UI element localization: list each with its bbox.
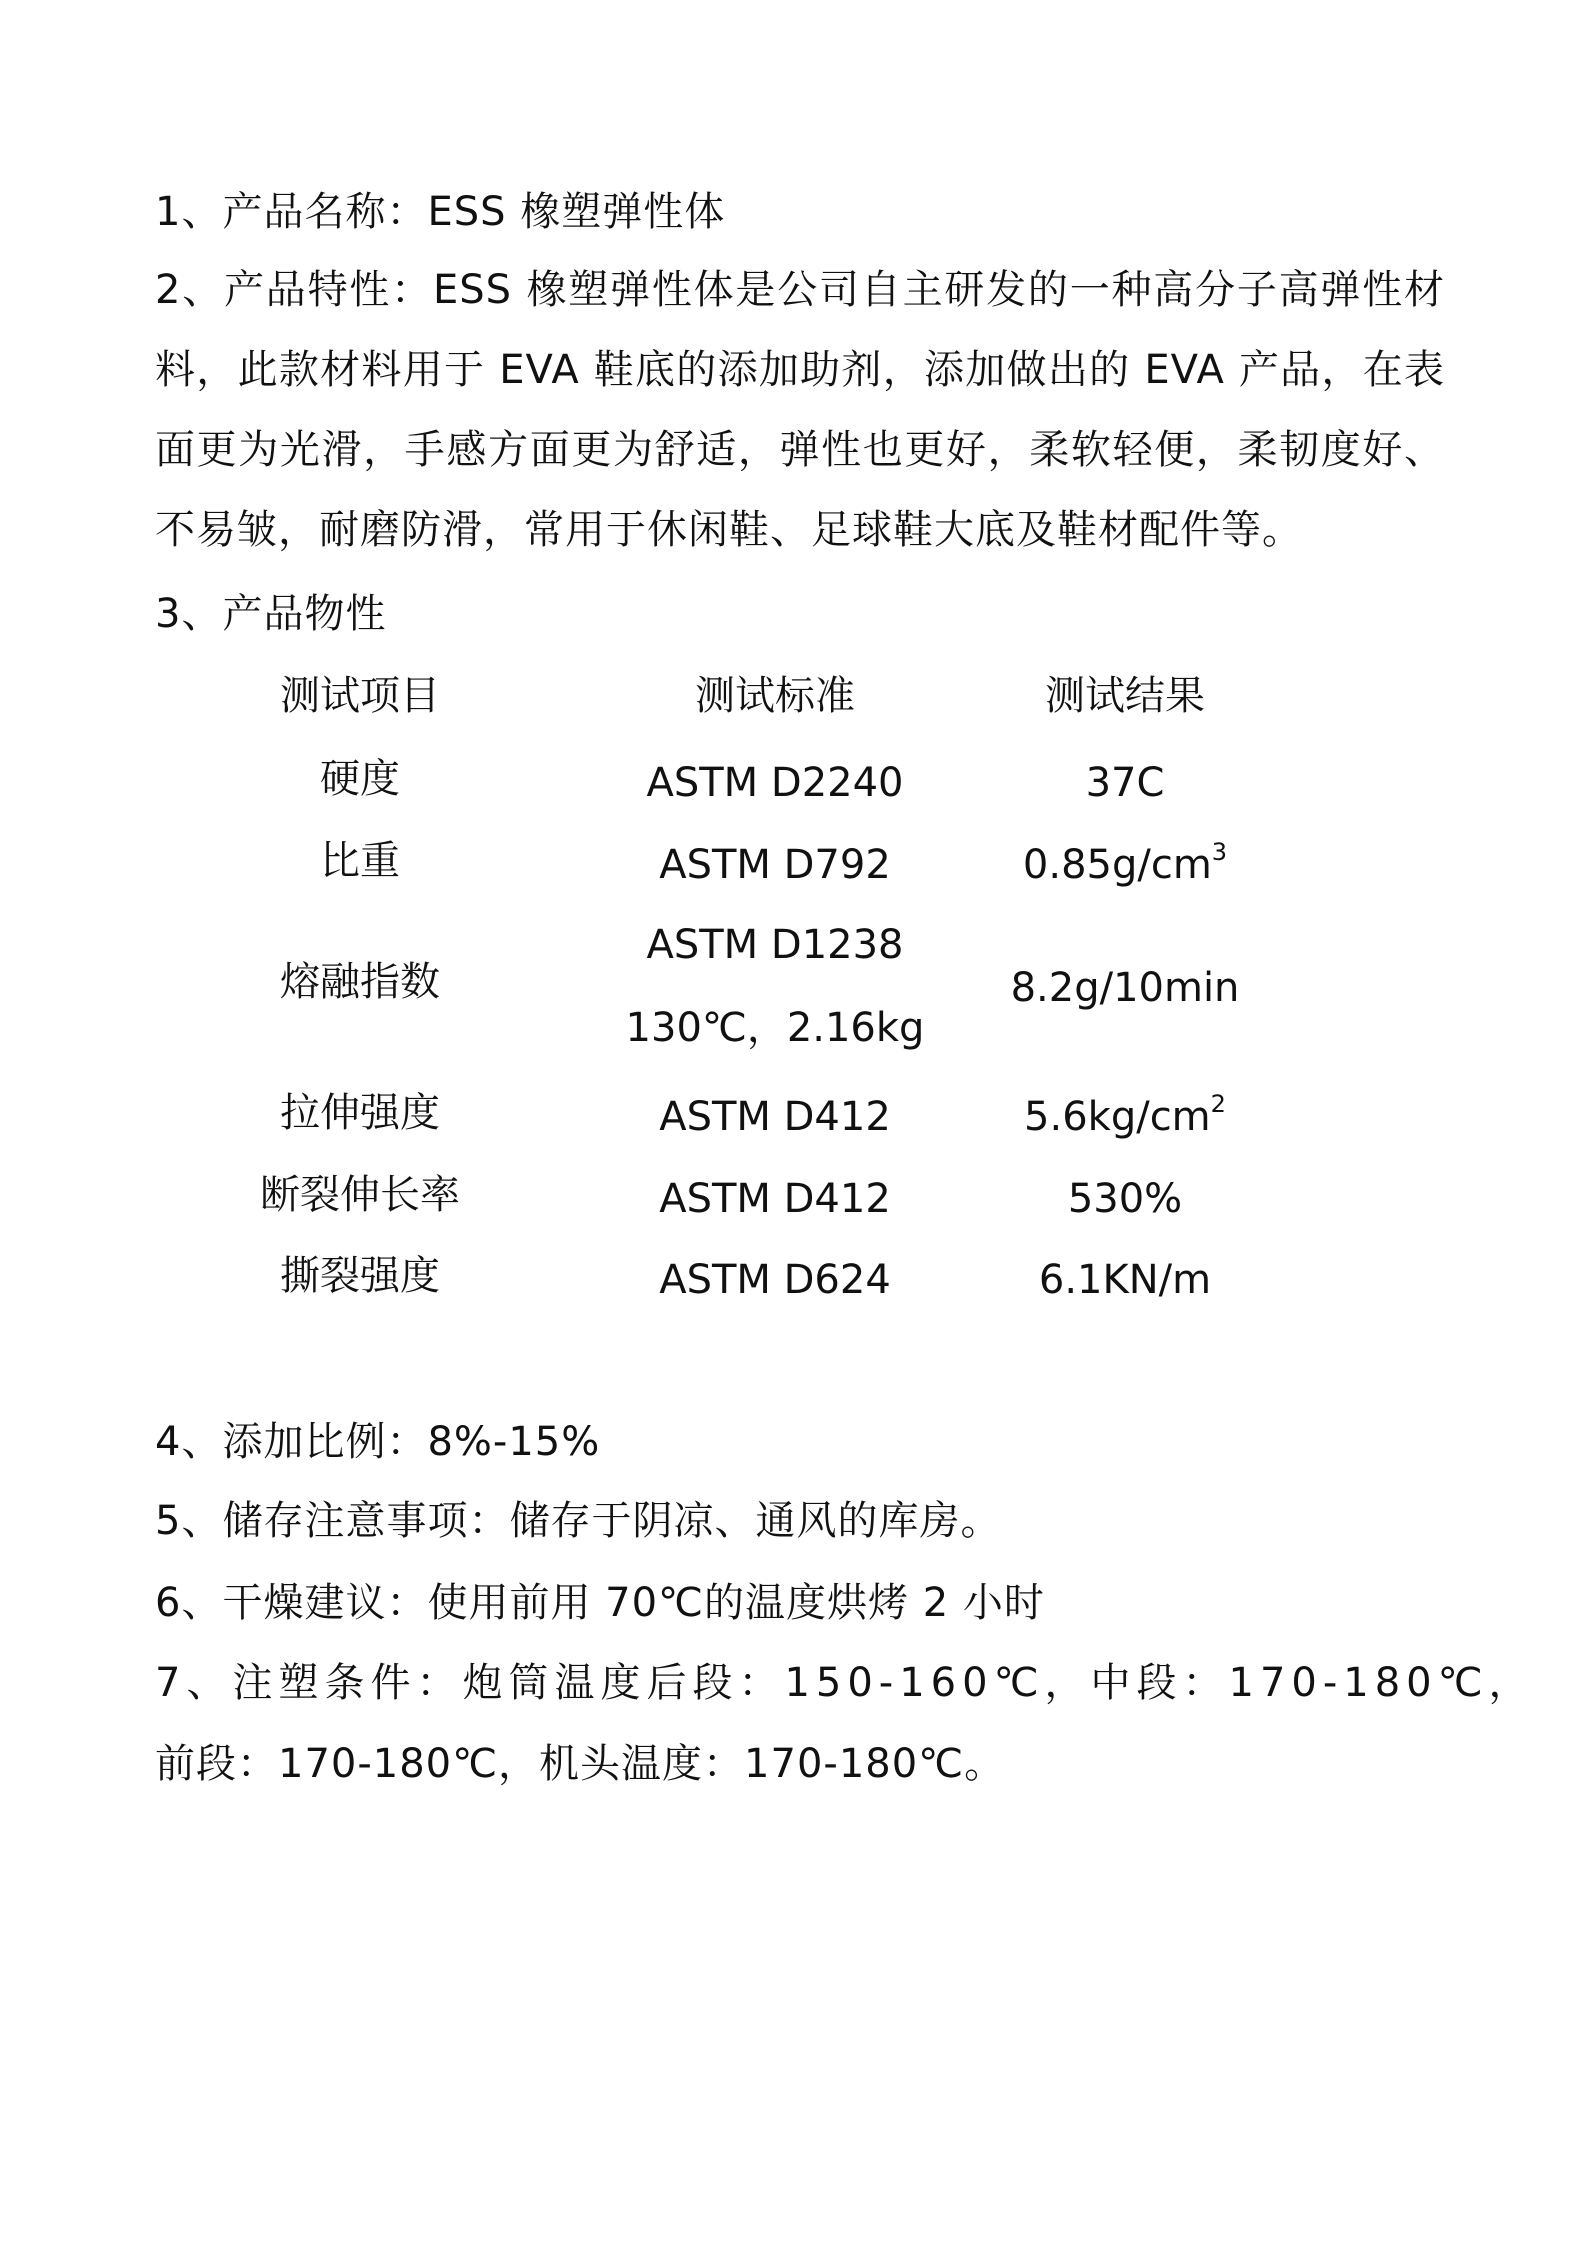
section-2-line-2: 料，此款材料用于 EVA 鞋底的添加助剂，添加做出的 EVA 产品，在表 (155, 347, 1445, 393)
table-cell-result (975, 837, 1275, 889)
table-cell-item: 撕裂强度 (280, 1253, 440, 1299)
section-4-ratio: 4、添加比例：8%-15% (155, 1419, 601, 1465)
section-2-line-1: 2、产品特性：ESS 橡塑弹性体是公司自主研发的一种高分子高弹性材 (155, 267, 1445, 313)
section-5-storage: 5、储存注意事项：储存于阴凉、通风的库房。 (155, 1498, 1002, 1544)
table-header-item: 测试项目 (280, 673, 440, 719)
table-cell-result: 37C (1085, 760, 1165, 806)
section-2-line-4: 不易皱，耐磨防滑，常用于休闲鞋、足球鞋大底及鞋材配件等。 (155, 507, 1303, 553)
table-header-result: 测试结果 (1045, 673, 1205, 719)
table-cell-item: 熔融指数 (280, 959, 440, 1005)
table-cell-standard: ASTM D624 (659, 1257, 891, 1303)
result-superscript: 3 (1211, 837, 1228, 866)
section-6-drying: 6、干燥建议：使用前用 70℃的温度烘烤 2 小时 (155, 1580, 1045, 1626)
table-cell-item: 拉伸强度 (280, 1090, 440, 1136)
section-7-line-2: 前段：170-180℃，机头温度：170-180℃。 (155, 1741, 1006, 1787)
table-cell-standard: ASTM D2240 (646, 760, 904, 806)
result-value: 5.6kg/cm (1024, 1094, 1211, 1140)
table-cell-item: 硬度 (320, 756, 400, 802)
section-3-heading: 3、产品物性 (155, 591, 387, 637)
table-cell-standard: ASTM D412 (659, 1176, 891, 1222)
table-cell-item: 断裂伸长率 (260, 1172, 460, 1218)
table-cell-standard: ASTM D412 (659, 1094, 891, 1140)
table-cell-standard: ASTM D1238 (646, 922, 904, 968)
result-superscript: 2 (1210, 1089, 1226, 1118)
table-cell-item: 比重 (320, 838, 400, 884)
table-header-standard: 测试标准 (695, 673, 855, 719)
table-cell-standard: ASTM D792 (659, 842, 891, 888)
table-cell-result: 6.1KN/m (1038, 1257, 1212, 1303)
table-cell-result (975, 1089, 1275, 1141)
table-cell-result: 8.2g/10min (1010, 965, 1240, 1011)
section-7-line-1: 7、注塑条件：炮筒温度后段：150-160℃，中段：170-180℃， (155, 1660, 1535, 1706)
table-cell-result: 530% (1067, 1176, 1183, 1222)
result-value: 0.85g/cm (1022, 842, 1212, 888)
section-1-product-name: 1、产品名称：ESS 橡塑弹性体 (155, 189, 726, 235)
table-cell-standard-condition: 130℃，2.16kg (625, 1005, 925, 1051)
section-2-line-3: 面更为光滑，手感方面更为舒适，弹性也更好，柔软轻便，柔韧度好、 (155, 427, 1445, 473)
